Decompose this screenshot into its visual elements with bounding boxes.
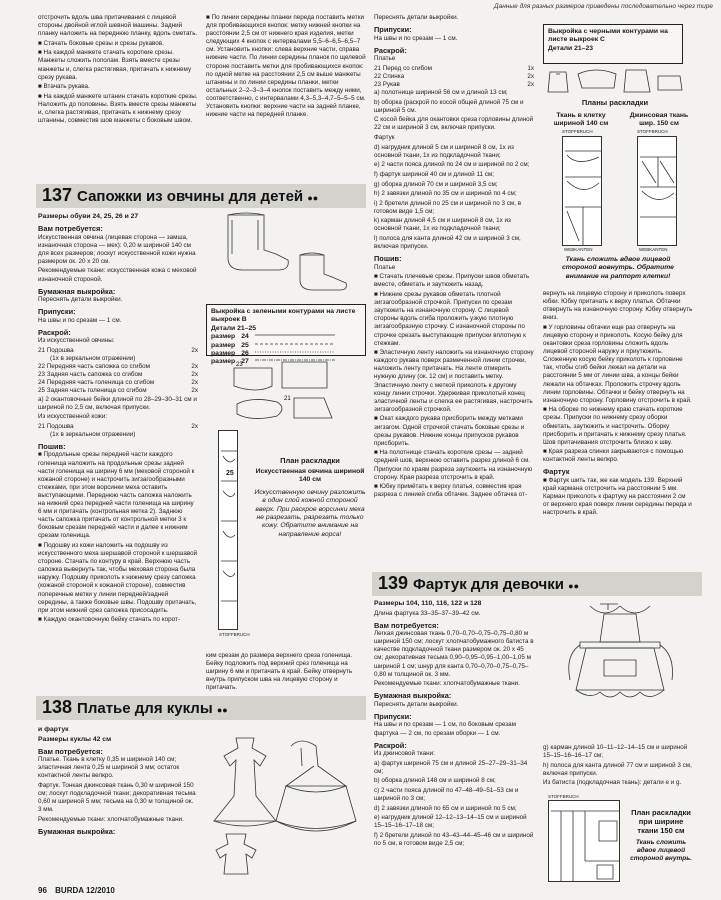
section-138-text — [38, 726, 198, 836]
section-number: 138 — [42, 697, 73, 717]
paragraph: k) карман длиной 4,5 см и шириной 8 см, 1х из основной ткани, 1х из подкладочной ткани; — [374, 217, 511, 233]
paragraph: ■ Стачать боковые срезы и срезы рукавов. — [38, 39, 164, 47]
cut-row: 21 Подошва 2x — [38, 346, 198, 354]
boot-pattern-pieces — [232, 358, 362, 426]
cut-row: 22 Передняя часть сапожка со сгибом 2x — [38, 363, 198, 371]
paragraph: h) полоса для канта длиной 77 см и шириной 3 см, включая припуски. — [543, 761, 692, 777]
paragraph: d) 2 завязки длиной по 65 см и шириной по 5 см; — [374, 804, 517, 812]
paragraph: Фартук — [374, 134, 395, 142]
layout-fabric: Искусственная овчина шириной 140 см — [255, 468, 365, 484]
boots-illustration — [218, 210, 348, 300]
paragraph: Переснять детали выкройки. — [374, 14, 459, 21]
cut-row: (1x в зеркальном отражении) — [50, 355, 136, 363]
size-row: размер 24 — [211, 333, 249, 341]
paragraph: На швы и по срезам — 1 см. — [374, 34, 458, 42]
heading: Вам потребуется: — [38, 224, 103, 234]
paragraph: g) оборка длиной 70 см и шириной 3,5 см; — [374, 180, 498, 188]
cut-row: 24 Передняя часть голенища со сгибом 2x — [38, 379, 198, 387]
stoffbruch-label: STOFFBRUCH — [562, 129, 593, 134]
layout-137-caption — [254, 456, 366, 541]
paragraph: Из искусственной овчины: — [38, 337, 115, 345]
paragraph: ■ По линии середины планки переда поставить метки для пробивающихся кнопок: метку нижней кнопки на расстоянии 2,5 см от нижнего края изделия, метки следующих 4 кнопок с интервалами 5,5–6–6,5–6,5–7 см. Установить кнопки: слева верхние части, справа нижние части. По линии середины планок по щелевой стороне поставить метки для пробивающихся кнопок: по одной метке на расстоянии 2,5 см выше манжеты штанины и по линии середины планки, метки остальных 2–2–3–3–4 кнопок поставить между ними, соответственно, с интервалами 4,3–5,3–4,7–5–5–5 см. Установить кнопки: верхние части на задней планке, нижние части на передней планке. — [206, 14, 366, 119]
layout-title: План раскладки — [280, 456, 340, 465]
paragraph: а) 2 окантовочные бейки длиной по 28–29–30–31 см и шириной по 2,5 см, включая припуски. — [38, 395, 197, 411]
paragraph: Платье. Ткань в клетку 0,35 м шириной 140 см; эластичная лента 0,25 м шириной 3 мм; остаток контактной ленты велкро. — [38, 756, 180, 780]
cut-row: (1x в зеркальном отражении) — [50, 430, 136, 438]
paragraph: ■ Стачать плечевые срезы. Припуски швов обметать вместе, обметать и заутюжить назад. — [374, 273, 530, 289]
stoffbruch-label: STOFFBRUCH — [637, 129, 668, 134]
heading: Пошив: — [374, 254, 402, 264]
layout-strip-denim — [637, 136, 677, 246]
paragraph: c) 2 части пояса длиной по 47–48–49–51–53 см и шириной по 3 см; — [374, 787, 519, 803]
paragraph: е) нагрудник длиной 12–12–13–14–15 см и шириной 15–15–16–17–18 см; — [374, 814, 527, 830]
paragraph: b) оборка (раскрой по косой общей длиной 75 см и шириной 5 см. — [374, 98, 524, 114]
paragraph: ■ На каждой манжете штанин стачать короткие срезы. Наложить до половины. Взять вместе срезы манжеты и, слегка растягивая, притачать к нижнему срезу штанины, совместив шов манжеты с боковым швом. — [38, 92, 198, 125]
section-139-header: 139 Фартук для девочки ●● — [372, 572, 702, 596]
paragraph: ■ Втачать рукава. — [38, 83, 90, 91]
magazine-name: BURDA 12/2010 — [55, 886, 115, 895]
cut-row: 23 Задняя часть сапожка со сгибом 2x — [38, 371, 198, 379]
paragraph: С косой бейка для окантовки среза горловины длиной 22 см и шириной 3 см, включая припуски. — [374, 116, 534, 132]
paragraph: b) оборка длиной 148 см и шириной 8 см; — [374, 777, 496, 785]
size-row: размер 27 — [211, 358, 249, 366]
piece-number: 25 — [226, 470, 234, 477]
sizes: Размеры куклы 42 см — [38, 735, 112, 743]
paragraph: ■ Юбку примётать к верху платья, совместив края разреза с линией сгиба обтачек. Заднее обтачка от- — [374, 483, 527, 499]
size-row: размер 25 — [211, 341, 249, 349]
paragraph: Платье — [374, 263, 396, 271]
paragraph: Длина фартука 33–35–37–39–42 см. — [374, 609, 481, 617]
layout-strip-137 — [218, 430, 238, 630]
layout-plans-title: Планы раскладки — [581, 98, 649, 107]
paragraph: отстрочить вдоль шва притачивания с лицевой стороны двойной иглой шевной машины. Задний планку наложить на переднюю планку, вдоль сметать. — [38, 14, 198, 38]
heading: Пошив: — [38, 441, 66, 451]
heading: Вам потребуется: — [38, 746, 103, 756]
heading: Припуски: — [38, 307, 76, 317]
heading: Вам потребуется: — [374, 620, 439, 630]
webkanten-label: WEBKANTEN — [564, 247, 593, 252]
heading: Бумажная выкройка: — [38, 286, 116, 296]
section-137-text — [38, 213, 198, 626]
cut-row: 22 Спинка 2x — [374, 72, 534, 80]
paragraph: g) карман длиной 10–11–12–14–15 см и шириной 15–15–16–16–17 см; — [543, 744, 688, 760]
svg-text:21: 21 — [284, 396, 291, 402]
heading: Раскрой: — [38, 327, 71, 337]
sizes: Размеры обуви 24, 25, 26 и 27 — [38, 213, 139, 220]
heading: Бумажная выкройка: — [374, 691, 452, 701]
layout-title: План раскладки при ширине ткани 150 см — [631, 808, 691, 835]
paragraph: ■ Продольные срезы передней части каждого голенища наложить на продольные срезы задней части голенища на ширину 6 мм (меховой стороной к кожаной стороне) и настрочить зигзагообразными стежками, при этом ворсинки меха оставить выступающими. Переднюю часть сапожка наложить на нижний срез передней части голенища на ширину 6 мм и притачать (контрольная метка 2). Заднюю часть сапожка притачать от контрольной метки 3 к боковым срезам передней части и далее к нижним срезам голенища. — [38, 451, 195, 540]
section-139-cut-cont — [543, 744, 693, 789]
paragraph: На швы и по срезам — 1 см, по боковым срезам фартука — 2 см, по срезам оборки — 1 см. — [374, 721, 516, 737]
heading: Раскрой: — [374, 45, 407, 55]
paragraph: Рекомендуемые ткани: хлопчатобумажные ткани. — [38, 815, 184, 823]
section-title: Сапожки из овчины для детей — [77, 188, 304, 205]
paragraph: а) фартук шириной 75 см и длиной 25–27–29–31–34 см; — [374, 759, 528, 775]
paragraph: ■ Каждую окантовочную бейку стачать по корот- — [38, 616, 180, 624]
layout-note: Ткань сложить вдвое лицевой стороной вовнутрь. Обратите внимание на раппорт клетки! — [562, 256, 674, 280]
heading: Раскрой: — [374, 740, 407, 750]
page-footer — [38, 886, 115, 895]
paragraph: Легкая джинсовая ткань 0,70–0,70–0,75–0,75–0,80 м шириной 150 см; лоскут хлопчатобумажного батиста в качестве подкладочной ткани размером ок. 20 x 45 см; декоративная тесьма 0,90–0,95–0,95–1,00–1,05 м шириной 1 см; шнур для канта 0,70–0,70–0,75–0,75–0,80 м толщиной ок. 3 мм. — [374, 630, 534, 678]
layout-strip-checked — [562, 136, 602, 246]
layout-strip-139 — [548, 800, 620, 882]
doll-dress-illustration — [206, 726, 366, 881]
top-mid-text — [206, 14, 366, 121]
stoffbruch-label: STOFFBRUCH — [219, 632, 250, 637]
paragraph: Искусственная овчина (лицевая сторона — замша, изнаночная сторона — мех): 0,20 м шириной 140 см для всех размеров; лоскут искусственной кожи нужна размером ок. 20 x 20 см. — [38, 233, 196, 265]
paragraph: Из батиста (подкладочная ткань): детали е и g. — [543, 779, 682, 787]
paragraph: ■ На оборке по нижнему краю стачать короткие срезы. Припуски по нижнему срезу оборки обметать, заутюжить и настрочить. Оборку присборить и притачать к нижнему срезу платья. Шов притачивания отстрочить близко к шву. — [543, 406, 687, 446]
paragraph: ■ Нижние срезы рукавов обметать плотной зигзагообразной строчкой. Припуски по срезам заутюжить на изнаночную сторону. С лицевой стороны вдоль сгиба проложить узкую плотную зигзагообразную строчку. С изнаночной стороны по строчке срезать выступающие припуски вплотную к стежкам. — [374, 291, 526, 347]
paragraph: l) полоса для канта длиной 42 см и шириной 3 см, включая припуски. — [374, 235, 521, 251]
apron-illustration — [560, 600, 690, 735]
cut-row: 23 Рукав 2x — [374, 80, 534, 88]
paragraph: На швы и по срезам — 1 см. — [38, 316, 122, 324]
page-header-note: Данные для разных размеров приведены последовательно через тире — [494, 3, 713, 10]
section-138-dress-sewing — [543, 290, 693, 519]
paragraph: ■ У горловины обтачки еще раз отвернуть на лицевую сторону и приколоть. Косую бейку для окантовки среза горловины сложить вдоль лицевой стороной наружу и приутюжить. Сложенную косую бейку приколоть к горловине так, чтобы сгиб бейки лежал на детали на расстоянии 5 мм от линии шва, а концы бейки лежали на обтачках. Проложить строчку вдоль линии горловины. Обтачки и бейку отвернуть на изнаночную сторону. Горловину отстрочить в край. — [543, 323, 692, 404]
paragraph: i) 2 бретели длиной по 25 см и шириной по 3 см, в готовом виде 1,5 см; — [374, 199, 522, 215]
paragraph: ■ Фартук шить так, же как модель 139. Верхний край кармана отстрочить на расстоянии 5 мм. Карман приколоть к фартуку на расстоянии 2 см от верхнего края поверх линии середины переда и настрочить в край. — [543, 476, 692, 517]
heading: Припуски: — [374, 711, 412, 721]
section-137-continued — [206, 652, 366, 694]
section-138-header: 138 Платье для куклы ●● — [36, 696, 366, 720]
pattern-preview-138 — [546, 66, 686, 96]
cut-row: 25 Задняя часть голенища со сгибом 2x — [38, 387, 198, 395]
heading: Припуски: — [374, 25, 412, 35]
paragraph: Из искусственной кожи: — [38, 413, 108, 421]
paragraph: Фартук. Тонкая джинсовая ткань 0,30 м шириной 150 см; лоскут подкладочной ткани; декоративная тесьма 0,60 м шириной 5 мм; тесьма на 0,30 м толщиной ок. 3 мм. — [38, 781, 196, 814]
layout-139-caption — [628, 808, 694, 865]
heading: Бумажная выкройка: — [38, 826, 116, 836]
layout-fabric-1: Ткань в клетку шириной 140 см — [553, 112, 609, 127]
pattern-box-138 — [543, 24, 683, 64]
paragraph: вернуть на лицевую сторону и приколоть поверх юбки. Юбку притачать к верху платья. Обтачки отвернуть на изнаночную сторону. Юбку отвернуть вниз. — [543, 290, 693, 322]
paragraph: ■ На полотнище стачать короткие срезы — задний средний шов, верхнюю оставить разрез длиной 6 см. Припуски по краям разреза заутюжить на изнаночную сторону. Края разреза отстрочить в край. — [374, 449, 533, 481]
top-left-text — [38, 14, 198, 127]
paragraph: ■ Края разреза спинки закрываются с помощью контактной ленты велкро. — [543, 448, 684, 464]
heading: Фартук — [543, 467, 570, 477]
paragraph: ким срезам до размера верхнего среза голенища. Бейку подложить под верхний срез голенища на ширину 6 мм и притачать в край. Бейку отвернуть внутрь припуском шва на лицевую сторону и притачать. — [206, 652, 353, 692]
subtitle: и фартук — [38, 726, 69, 733]
section-title: Фартук для девочки — [413, 576, 564, 593]
box-details: Детали 21–25 — [211, 324, 257, 332]
section-137-header: 137 Сапожки из овчины для детей ●● — [36, 184, 366, 208]
paragraph: ■ Эластичную ленту наложить на изнаночную сторону каждого рукава поверх размеченной линии строчки, наложить ленту притачать. На ленте отмерить нужную длину (ок. 12 см) и поставить метку. Эластичную ленту с меткой приколоть к другому концу линии строчки. Удерживая приколотый конец эластичной ленты и слегка ее растягивая, настрочить зигзагообразной строчкой. — [374, 349, 534, 413]
paragraph: d) нагрудник длиной 5 см и шириной 8 см, 1х из основной ткани, 1х из подкладочной ткани; — [374, 143, 514, 159]
cut-row: 21 Перед со сгибом 1x — [374, 64, 534, 72]
sizes: Размеры 104, 110, 116, 122 и 128 — [374, 600, 482, 607]
box-title: Выкройка с зелеными контурами на листе выкроек В — [211, 308, 356, 324]
box-details: Детали 21–23 — [548, 44, 594, 52]
paragraph: е) 2 части пояса длиной по 24 см и шириной по 2 см; — [374, 161, 530, 169]
page-number: 96 — [38, 886, 47, 895]
layout-fabric-2: Джинсовая ткань шир. 150 см — [629, 112, 689, 127]
paragraph: Из джинсовой ткани: — [374, 750, 435, 758]
section-number: 139 — [378, 573, 409, 593]
section-139-text — [374, 600, 534, 850]
paragraph: а) полотнище шириной 56 см и длиной 13 см; — [374, 89, 508, 97]
stoffbruch-label: STOFFBRUCH — [548, 794, 579, 799]
paragraph: Переснять детали выкройки. — [38, 296, 123, 304]
paragraph: Платье — [374, 55, 396, 63]
webkanten-label: WEBKANTEN — [639, 247, 668, 252]
paragraph: Рекомендуемые ткани: хлопчатобумажные ткани. — [374, 680, 520, 688]
paragraph: f) 2 бретели длиной по 43–43–44–45–46 см и шириной по 5 см, в готовом виде 2,5 см; — [374, 831, 534, 848]
layout-note: Ткань сложить вдвое лицевой стороной внутрь. — [630, 839, 692, 862]
paragraph: Рекомендуемые ткани: искусственная кожа с меховой изнаночной стороной. — [38, 267, 197, 283]
section-title: Платье для куклы — [77, 700, 213, 717]
size-row: размер 26 — [211, 350, 249, 358]
paragraph: ■ На каждой манжете стачать короткие срезы. Манжеты сложить пополам. Взять вместе срезы манжеты и, слегка растягивая, притачать к нижнему срезу рукава. — [38, 49, 192, 81]
paragraph: ■ Окат каждого рукава присборить между метками зигзагом. Одной строчкой стачать боковые срезы и срезы рукавов. Нижние концы припусков рукавов присборить. — [374, 415, 525, 447]
layout-note: Искусственную овчину разложить в один слой кожной стороной вверх. При раскрое ворсинки меха не разрезать, разрезать только кожу. Обратите внимание на направление ворса! — [254, 488, 366, 538]
section-138-cont-text — [374, 14, 534, 501]
paragraph: f) фартук шириной 40 см и длиной 11 см; — [374, 170, 494, 178]
svg-text:23: 23 — [236, 362, 243, 368]
paragraph: ■ Подошву из кожи наложить на подошву из искусственного меха шершавой стороной к шершавой стороне. Стачать по контуру в край. Верхнюю часть сапожка вывернуть так, чтобы меховая сторона была наружу. Подошву приколоть к нижнему срезу сапожка (кожаной стороной к кожаной стороне), совместив поперечные метки у линии передней/задней середины, а также боковые швы. Подошву притачать, при этом нижний срез сапожка присосадить. — [38, 542, 198, 614]
paragraph: Переснять детали выкройки. — [374, 700, 459, 708]
section-number: 137 — [42, 185, 73, 205]
cut-row: 21 Подошва 2x — [38, 422, 198, 430]
box-title: Выкройка с черными контурами на листе выкроек С — [548, 28, 668, 44]
paragraph: h) 2 завязки длиной по 35 см и шириной по 4 см; — [374, 190, 517, 198]
